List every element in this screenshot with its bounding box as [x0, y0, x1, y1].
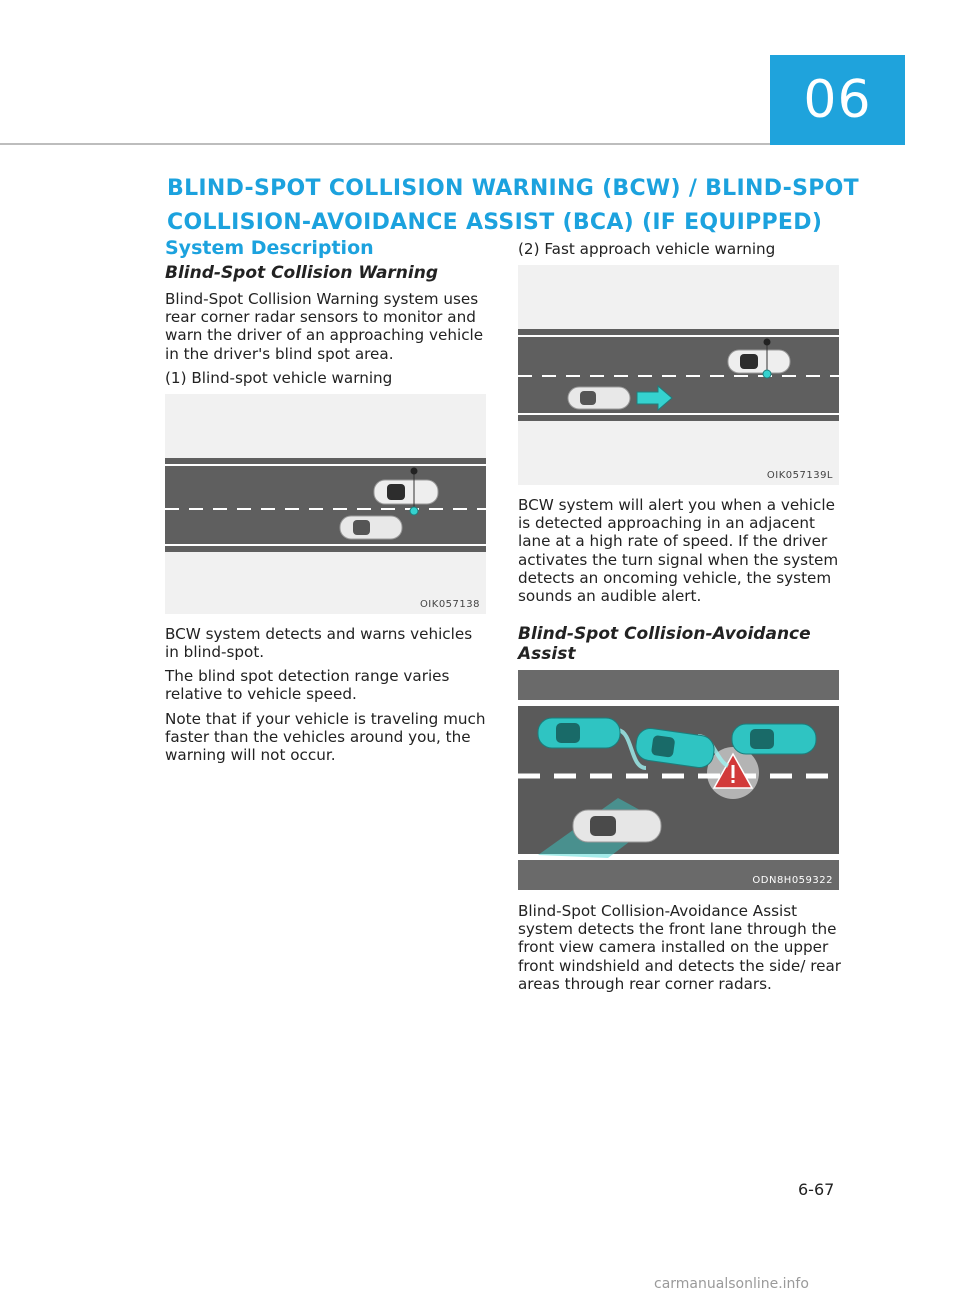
- figure-code: ODN8H059322: [752, 875, 833, 886]
- sensor-dot: [411, 468, 418, 475]
- approaching-vehicle: [568, 387, 630, 409]
- own-vehicle: [340, 516, 402, 539]
- chapter-tab: 06: [770, 55, 905, 145]
- figure-code: OIK057138: [419, 599, 480, 610]
- bca-vehicle-right: [732, 724, 816, 754]
- bcw-subheading: Blind-Spot Collision Warning: [165, 263, 439, 283]
- item-blind-spot-warning: (1) Blind-spot vehicle warning: [165, 369, 393, 387]
- bca-paragraph: Blind-Spot Collision-Avoidance Assist system detects the front lane through the front view camera installed on the upper front windshield and detects the side/ rear areas through rear corner radars.: [518, 902, 842, 993]
- fast-approach-illustration: [518, 265, 839, 485]
- vehicle-in-blind-spot: [374, 480, 438, 504]
- bcw-intro: Blind-Spot Collision Warning system uses rear corner radar sensors to monitor and warn the driver of an approaching vehicle in the driver's blind spot area.: [165, 290, 484, 363]
- vehicle-ahead: [728, 350, 790, 373]
- bca-vehicle-left: [538, 718, 620, 748]
- figure-code: OIK057139L: [766, 470, 833, 481]
- system-description-heading: System Description: [165, 237, 374, 259]
- sensor-marker: [410, 507, 418, 515]
- sensor-marker: [763, 370, 771, 378]
- section-title: [167, 172, 867, 240]
- header-rule: [0, 143, 770, 145]
- bca-subheading: Blind-Spot Collision-Avoidance Assist: [518, 624, 811, 664]
- bca-illustration: [518, 670, 839, 890]
- figure-blind-spot-warning: [165, 394, 486, 614]
- figure-fast-approach-warning: [518, 265, 839, 485]
- watermark: carmanualsonline.info: [654, 1276, 809, 1292]
- section-title-line1: BLIND-SPOT COLLISION WARNING (BCW) / BLIND-SPOT: [167, 176, 859, 201]
- bcw-paragraph-2: The blind spot detection range varies relative to vehicle speed.: [165, 667, 450, 704]
- item-fast-approach-warning: (2) Fast approach vehicle warning: [518, 240, 776, 258]
- page-number: 6-67: [798, 1180, 835, 1199]
- figure-bca: [518, 670, 839, 890]
- blind-spot-illustration: [165, 394, 486, 614]
- bca-vehicle-middle: [634, 727, 716, 770]
- sensor-dot: [764, 339, 771, 346]
- bcw-paragraph-3: Note that if your vehicle is traveling much faster than the vehicles around you, the warning will not occur.: [165, 710, 486, 765]
- fast-approach-paragraph: BCW system will alert you when a vehicle is detected approaching in an adjacent lane at a high rate of speed. If the driver activates the turn signal when the system detects an oncoming vehicle, the system sounds an audible alert.: [518, 496, 839, 606]
- section-title-line2: COLLISION-AVOIDANCE ASSIST (BCA) (IF EQUIPPED): [167, 210, 823, 235]
- bca-vehicle-rear: [573, 810, 661, 842]
- bcw-paragraph-1: BCW system detects and warns vehicles in blind-spot.: [165, 625, 473, 662]
